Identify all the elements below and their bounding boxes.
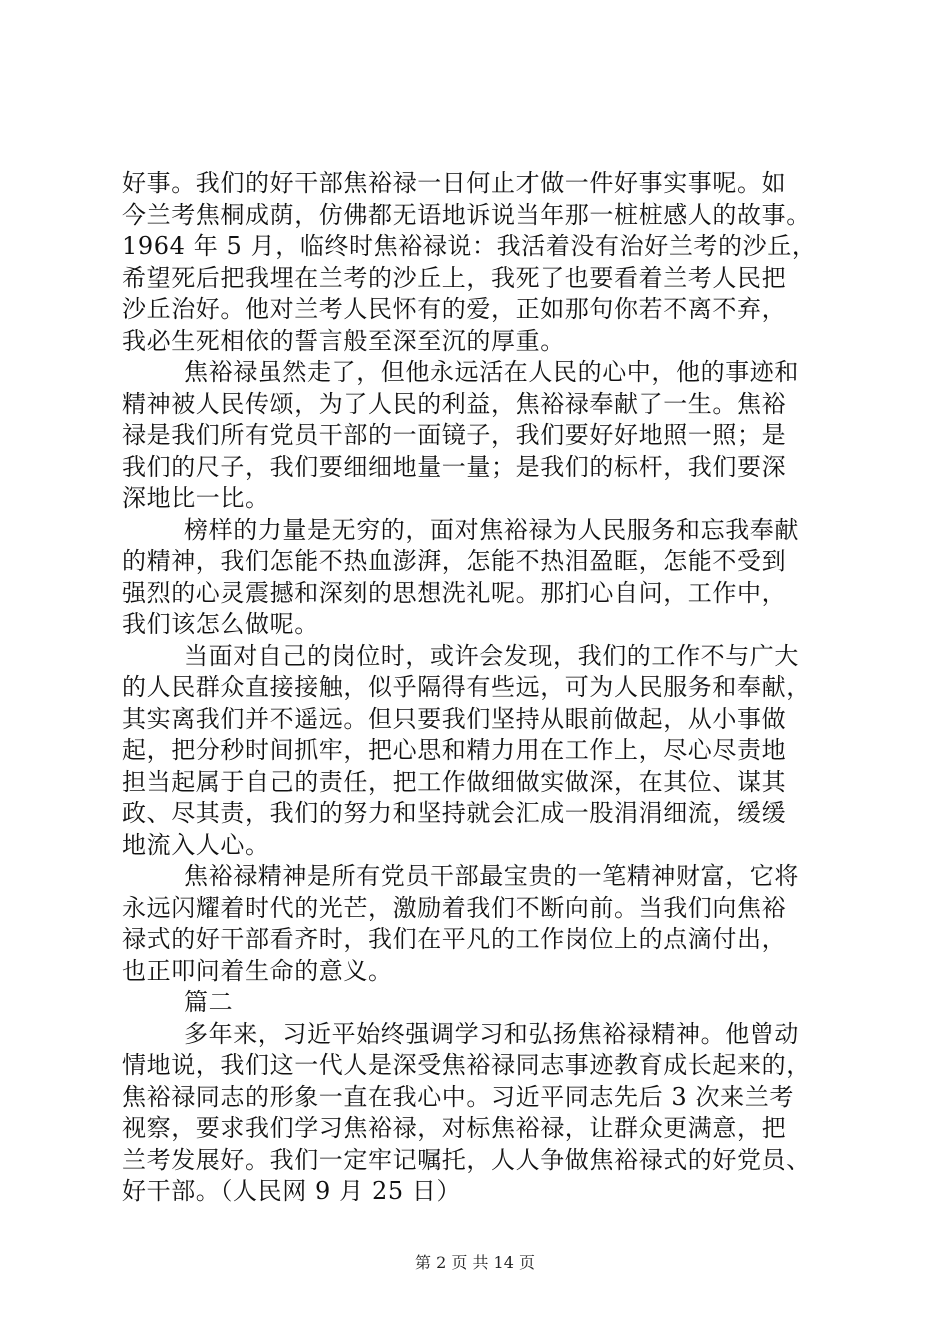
text-line: 我们的尺子，我们要细细地量一量；是我们的标杆，我们要深 <box>122 452 787 481</box>
text-line: 兰考发展好。我们一定牢记嘱托，人人争做焦裕禄式的好党员、 <box>122 1145 811 1174</box>
text-line: 起，把分秒时间抓牢，把心思和精力用在工作上，尽心尽责地 <box>122 736 787 764</box>
text-line: 情地说，我们这一代人是深受焦裕禄同志事迹教育成长起来的， <box>122 1051 811 1079</box>
text-line: 其实离我们并不遥远。但只要我们坚持从眼前做起，从小事做 <box>122 704 787 733</box>
paragraph-start-line: 榜样的力量是无穷的，面对焦裕禄为人民服务和忘我奉献 <box>184 515 799 544</box>
text-line: 好事。我们的好干部焦裕禄一日何止才做一件好事实事呢。如 <box>122 169 787 197</box>
text-line: 禄式的好干部看齐时，我们在平凡的工作岗位上的点滴付出， <box>122 925 787 953</box>
text-line: 好干部。（人民网 9 月 25 日） <box>122 1177 462 1205</box>
paragraph-start-line: 焦裕禄精神是所有党员干部最宝贵的一笔精神财富，它将 <box>184 862 799 890</box>
text-line: 视察，要求我们学习焦裕禄，对标焦裕禄，让群众更满意，把 <box>122 1114 787 1142</box>
text-line: 沙丘治好。他对兰考人民怀有的爱，正如那句你若不离不弃， <box>122 295 787 323</box>
text-line: 的精神，我们怎能不热血澎湃，怎能不热泪盈眶，怎能不受到 <box>122 547 787 575</box>
text-line: 永远闪耀着时代的光芒，激励着我们不断向前。当我们向焦裕 <box>122 893 787 922</box>
paragraph-start-line: 多年来，习近平始终强调学习和弘扬焦裕禄精神。他曾动 <box>184 1019 799 1048</box>
text-line: 政、尽其责，我们的努力和坚持就会汇成一股涓涓细流，缓缓 <box>122 799 787 827</box>
text-line: 今兰考焦桐成荫，仿佛都无语地诉说当年那一桩桩感人的故事。 <box>122 200 811 229</box>
body-text <box>122 168 830 1208</box>
text-line: 焦裕禄同志的形象一直在我心中。习近平同志先后 3 次来兰考 <box>122 1082 794 1111</box>
text-line: 的人民群众直接接触，似乎隔得有些远，可为人民服务和奉献， <box>122 673 811 701</box>
paragraph-start-line: 当面对自己的岗位时，或许会发现，我们的工作不与广大 <box>184 641 799 670</box>
text-line: 强烈的心灵震撼和深刻的思想洗礼呢。那扪心自问，工作中， <box>122 578 787 607</box>
paragraph-start-line: 焦裕禄虽然走了，但他永远活在人民的心中，他的事迹和 <box>184 358 799 386</box>
text-line: 我们该怎么做呢。 <box>122 610 319 638</box>
section-heading: 篇二 <box>184 988 234 1016</box>
text-line: 担当起属于自己的责任，把工作做细做实做深，在其位、谋其 <box>122 767 787 796</box>
text-line: 精神被人民传颂，为了人民的利益，焦裕禄奉献了一生。焦裕 <box>122 389 787 418</box>
text-line: 希望死后把我埋在兰考的沙丘上，我死了也要看着兰考人民把 <box>122 263 787 292</box>
text-line: 地流入人心。 <box>122 830 270 859</box>
text-line: 也正叩问着生命的意义。 <box>122 956 393 985</box>
text-line: 深地比一比。 <box>122 484 270 512</box>
text-line: 我必生死相依的誓言般至深至沉的厚重。 <box>122 326 565 355</box>
page-number-footer: 第 2 页 共 14 页 <box>415 1253 535 1272</box>
text-line: 1964 年 5 月，临终时焦裕禄说：我活着没有治好兰考的沙丘， <box>122 232 817 260</box>
text-line: 禄是我们所有党员干部的一面镜子，我们要好好地照一照；是 <box>122 421 787 449</box>
